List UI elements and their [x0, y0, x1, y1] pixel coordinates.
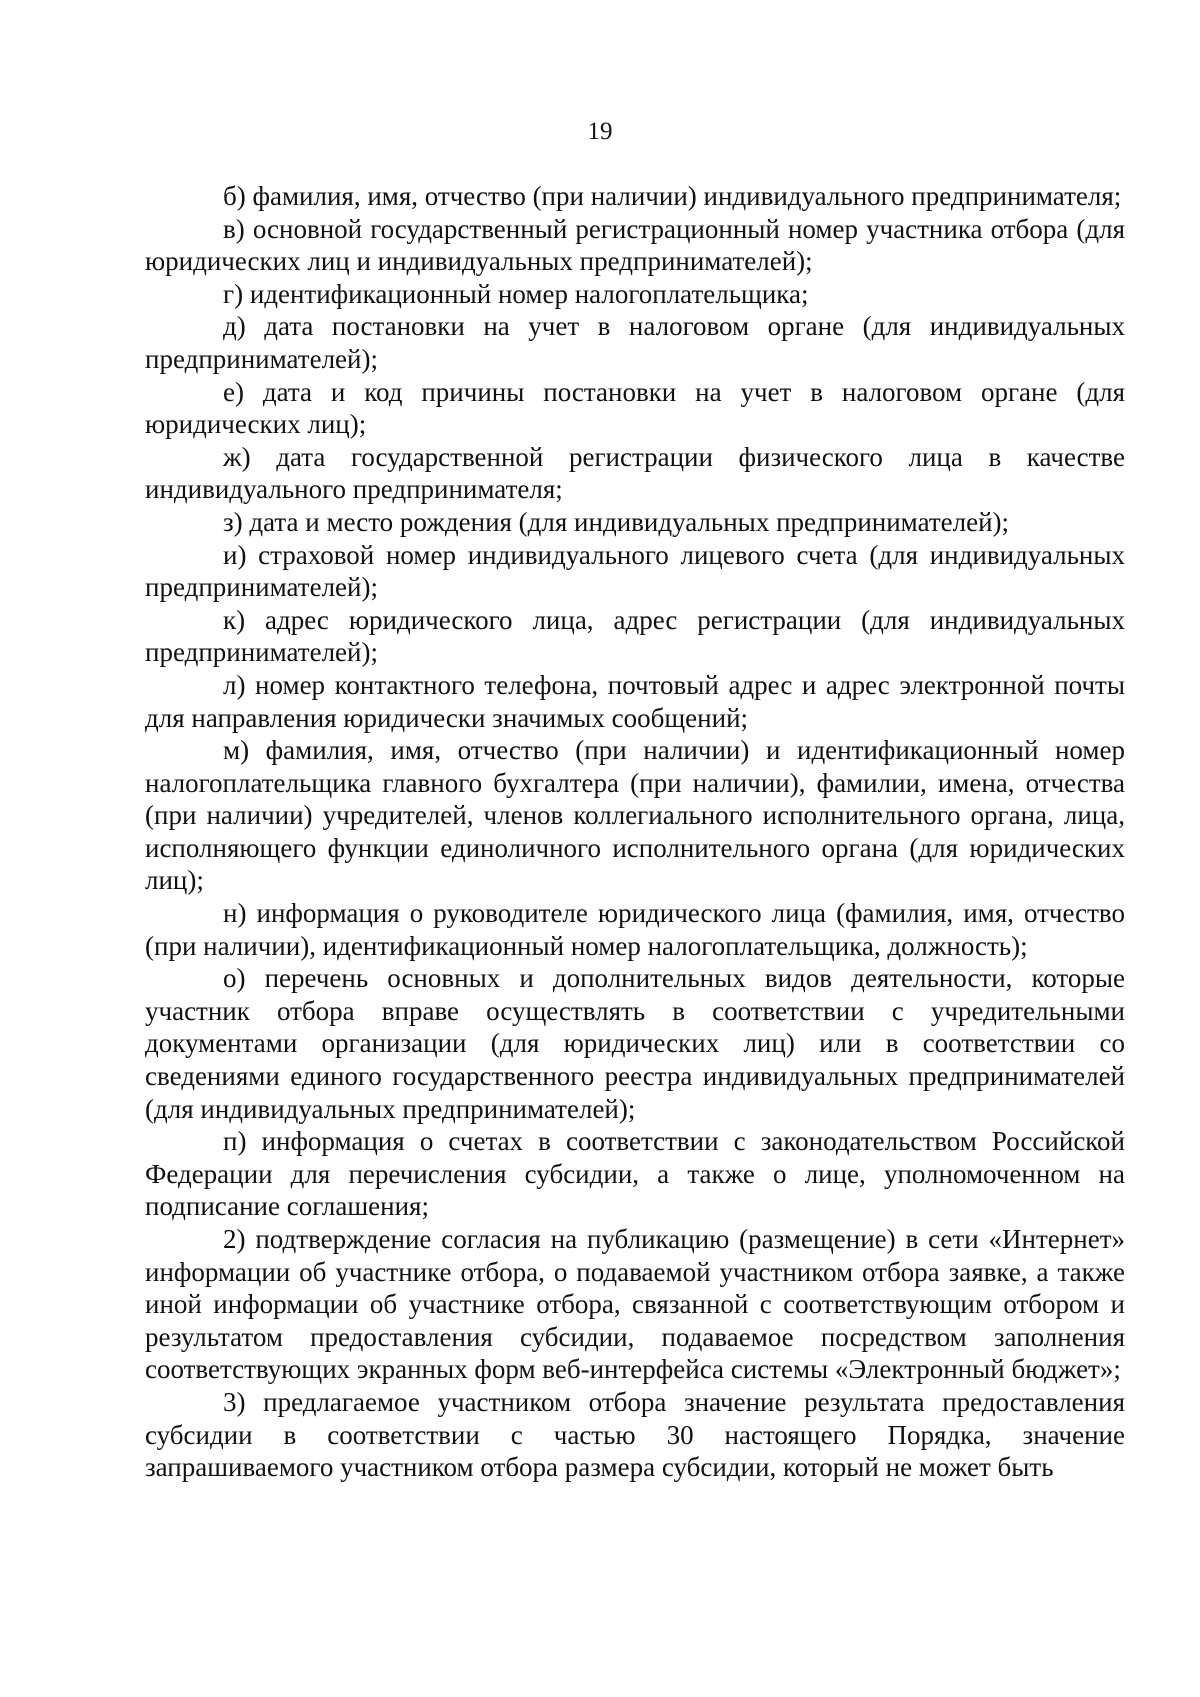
paragraph-e: е) дата и код причины постановки на учет в налоговом органе (для юридических лиц);: [145, 376, 1125, 440]
paragraph-k: к) адрес юридического лица, адрес регистрации (для индивидуальных предпринимателей);: [145, 604, 1125, 668]
paragraph-i: и) страховой номер индивидуального лицевого счета (для индивидуальных предпринимателей);: [145, 539, 1125, 603]
paragraph-z: з) дата и место рождения (для индивидуальных предпринимателей);: [223, 506, 1010, 537]
paragraph-m: м) фамилия, имя, отчество (при наличии) и идентификационный номер налогоплательщика главного бухгалтера (при наличии), фамилии, имена, отчества (при наличии) учредителей, членов коллегиального исполнительного органа, лица, исполняющего функции единоличного исполнительного органа (для юридических лиц);: [145, 735, 1125, 896]
paragraph-g: г) идентификационный номер налогоплательщика;: [223, 278, 809, 309]
paragraph-zh: ж) дата государственной регистрации физического лица в качестве индивидуального предпринимателя;: [145, 441, 1125, 505]
paragraph-d: д) дата постановки на учет в налоговом органе (для индивидуальных предпринимателей);: [145, 311, 1125, 374]
paragraph-p: п) информация о счетах в соответствии с законодательством Российской Федерации для перечисления субсидии, а также о лице, уполномоченном на подписание соглашения;: [145, 1126, 1125, 1222]
paragraph-b: б) фамилия, имя, отчество (при наличии) индивидуального предпринимателя;: [223, 181, 1122, 211]
paragraph-n: н) информация о руководителе юридического лица (фамилия, имя, отчество (при наличии), идентификационный номер налогоплательщика, должность);: [145, 898, 1125, 961]
paragraph-2: 2) подтверждение согласия на публикацию (размещение) в сети «Интернет» информации об участнике отбора, о подаваемой участником отбора заявке, а также иной информации об участнике отбора, связанной с соответствующим отбором и результатом предоставления субсидии, подаваемое посредством заполнения соответствующих экранных форм веб-интерфейса системы «Электронный бюджет»;: [145, 1224, 1125, 1385]
paragraph-3: 3) предлагаемое участником отбора значение результата предоставления субсидии в соответствии с частью 30 настоящего Порядка, значение запрашиваемого участником отбора размера субсидии, который не может быть: [145, 1386, 1125, 1483]
page-number: 19: [587, 118, 613, 145]
paragraph-v: в) основной государственный регистрационный номер участника отбора (для юридических лиц и индивидуальных предпринимателей);: [145, 213, 1125, 277]
document-body: [145, 180, 1125, 1484]
paragraph-o: о) перечень основных и дополнительных видов деятельности, которые участник отбора вправе осуществлять в соответствии с учредительными документами организации (для юридических лиц) или в соответствии со сведениями единого государственного реестра индивидуальных предпринимателей (для индивидуальных предпринимателей);: [145, 963, 1125, 1124]
paragraph-l: л) номер контактного телефона, почтовый адрес и адрес электронной почты для направления юридически значимых сообщений;: [145, 669, 1125, 733]
